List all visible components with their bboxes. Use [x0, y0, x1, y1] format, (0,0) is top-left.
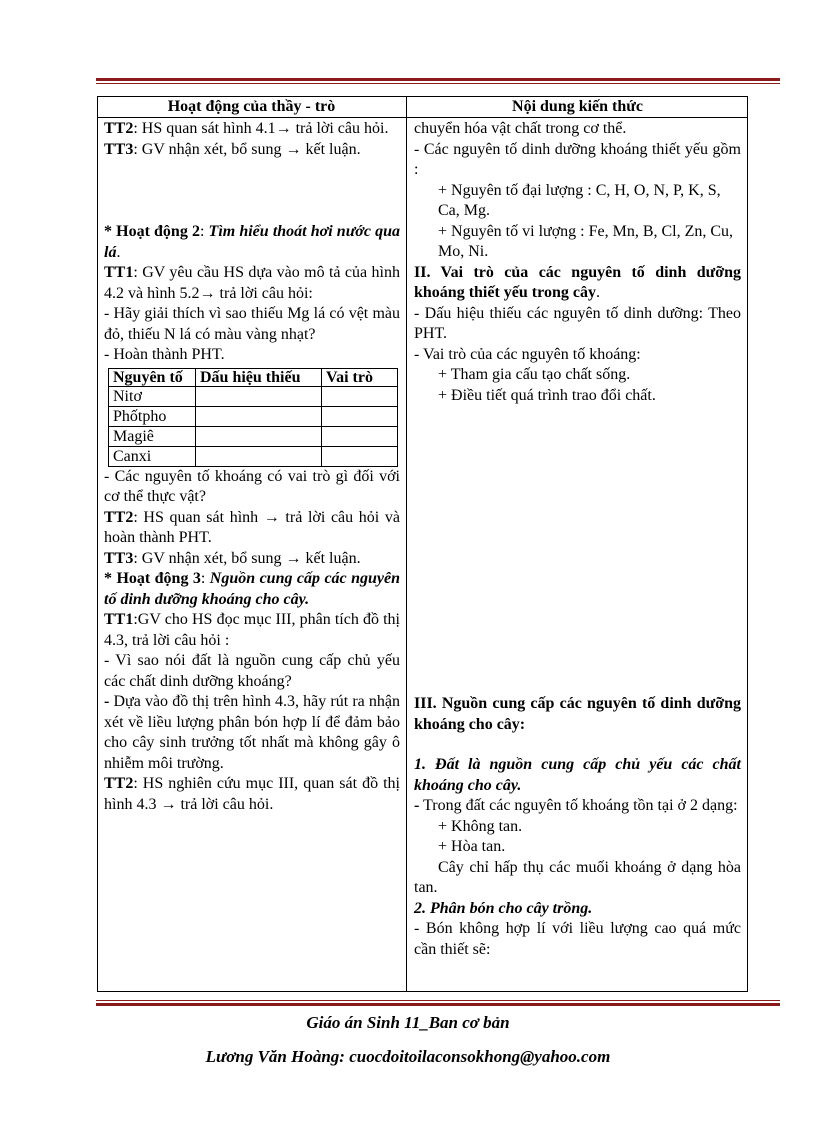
question-soil: - Vì sao nói đất là nguồn cung cấp chủ yếu các chất dinh dưỡng khoáng? [104, 652, 400, 690]
question-role: - Các nguyên tố khoáng có vai trò gì đối với cơ thể thực vật? [104, 467, 400, 505]
step-tt3-a: TT3: GV nhận xét, bổ sung → kết luận. [104, 140, 361, 158]
content-line: - Dấu hiệu thiếu các nguyên tố dinh dưỡng: Theo PHT. [414, 304, 741, 342]
content-line: - Vai trò của các nguyên tố khoáng: [414, 345, 641, 363]
step-tt1-b: TT1: GV yêu cầu HS dựa vào mô tả của hình 4.2 và hình 5.2→ trả lời câu hỏi: [104, 264, 400, 302]
table-row: Magiê [109, 426, 398, 446]
content-line: - Trong đất các nguyên tố khoáng tồn tại ở 2 dạng: [414, 797, 738, 814]
step-tt2-b: TT2: HS quan sát hình → trả lời câu hỏi và hoàn thành PHT. [104, 508, 400, 546]
footer-rule-thick [96, 1003, 780, 1006]
header-rule-thin [96, 83, 780, 84]
table-row: Nitơ [109, 386, 398, 406]
footer-rule-thin [96, 1000, 780, 1001]
content-line: - Các nguyên tố dinh dưỡng khoáng thiết yếu gồm : [414, 140, 741, 178]
header-rule-thick [96, 78, 780, 81]
pht-table [108, 368, 398, 467]
activity-2-heading: * Hoạt động 2: Tìm hiểu thoát hơi nước qua lá. [104, 223, 400, 261]
content-line: + Nguyên tố vi lượng : Fe, Mn, B, Cl, Zn, Cu, Mo, Ni. [438, 222, 734, 260]
section-3-title: III. Nguồn cung cấp các nguyên tố dinh dưỡng khoáng cho cây: [414, 695, 741, 733]
content-line: + Không tan. [438, 817, 523, 835]
right-column [414, 119, 741, 960]
content-line: chuyển hóa vật chất trong cơ thể. [414, 120, 627, 137]
content-line: + Nguyên tố đại lượng : C, H, O, N, P, K, S, Ca, Mg. [438, 181, 721, 219]
pht-header-element: Nguyên tố [109, 368, 196, 386]
footer-title: Giáo án Sinh 11_Ban cơ bản [306, 1013, 510, 1032]
section-2-title: II. Vai trò của các nguyên tố dinh dưỡng khoáng thiết yếu trong cây. [414, 263, 741, 301]
section-3-2-title: 2. Phân bón cho cây trồng. [414, 899, 593, 917]
content-line: - Bón không hợp lí với liều lượng cao quá mức cần thiết sẽ: [414, 920, 741, 958]
question-pht: - Hoàn thành PHT. [104, 346, 225, 363]
column-divider [406, 96, 407, 992]
content-line: Cây chỉ hấp thụ các muối khoáng ở dạng hòa tan. [414, 858, 741, 896]
header-row-line [97, 117, 748, 118]
step-tt2-c: TT2: HS nghiên cứu mục III, quan sát đồ thị hình 4.3 → trả lời câu hỏi. [104, 775, 400, 813]
left-column [104, 119, 400, 815]
section-3-1-title: 1. Đất là nguồn cung cấp chủ yếu các chất khoáng cho cây. [414, 756, 741, 794]
pht-header-role: Vai trò [322, 368, 398, 386]
step-tt2-a: TT2: HS quan sát hình 4.1→ trả lời câu hỏi. [104, 120, 389, 137]
table-row: Canxi [109, 446, 398, 466]
content-line: + Điều tiết quá trình trao đổi chất. [438, 386, 656, 404]
pht-header-symptom: Dấu hiệu thiếu [196, 368, 322, 386]
content-line: + Hòa tan. [438, 838, 506, 855]
question-fertilizer: - Dựa vào đồ thị trên hình 4.3, hãy rút ra nhận xét về liều lượng phân bón hợp lí để đảm bảo cho cây sinh trưởng tốt nhất mà không gây ô nhiễm môi trường. [104, 693, 400, 772]
activity-3-heading: * Hoạt động 3: Nguồn cung cấp các nguyên tố dinh dưỡng khoáng cho cây. [104, 570, 400, 608]
header-left: Hoạt động của thầy - trò [167, 98, 336, 115]
table-row: Phốtpho [109, 406, 398, 426]
footer-author: Lương Văn Hoàng: cuocdoitoilaconsokhong@yahoo.com [205, 1047, 611, 1066]
step-tt1-c: TT1:GV cho HS đọc mục III, phân tích đồ thị 4.3, trả lời câu hỏi : [104, 611, 400, 649]
question-mg-n: - Hãy giải thích vì sao thiếu Mg lá có vệt màu đỏ, thiếu N lá có màu vàng nhạt? [104, 305, 400, 343]
header-right: Nội dung kiến thức [512, 98, 643, 115]
content-line: + Tham gia cấu tạo chất sống. [438, 366, 631, 383]
step-tt3-b: TT3: GV nhận xét, bổ sung → kết luận. [104, 549, 361, 567]
